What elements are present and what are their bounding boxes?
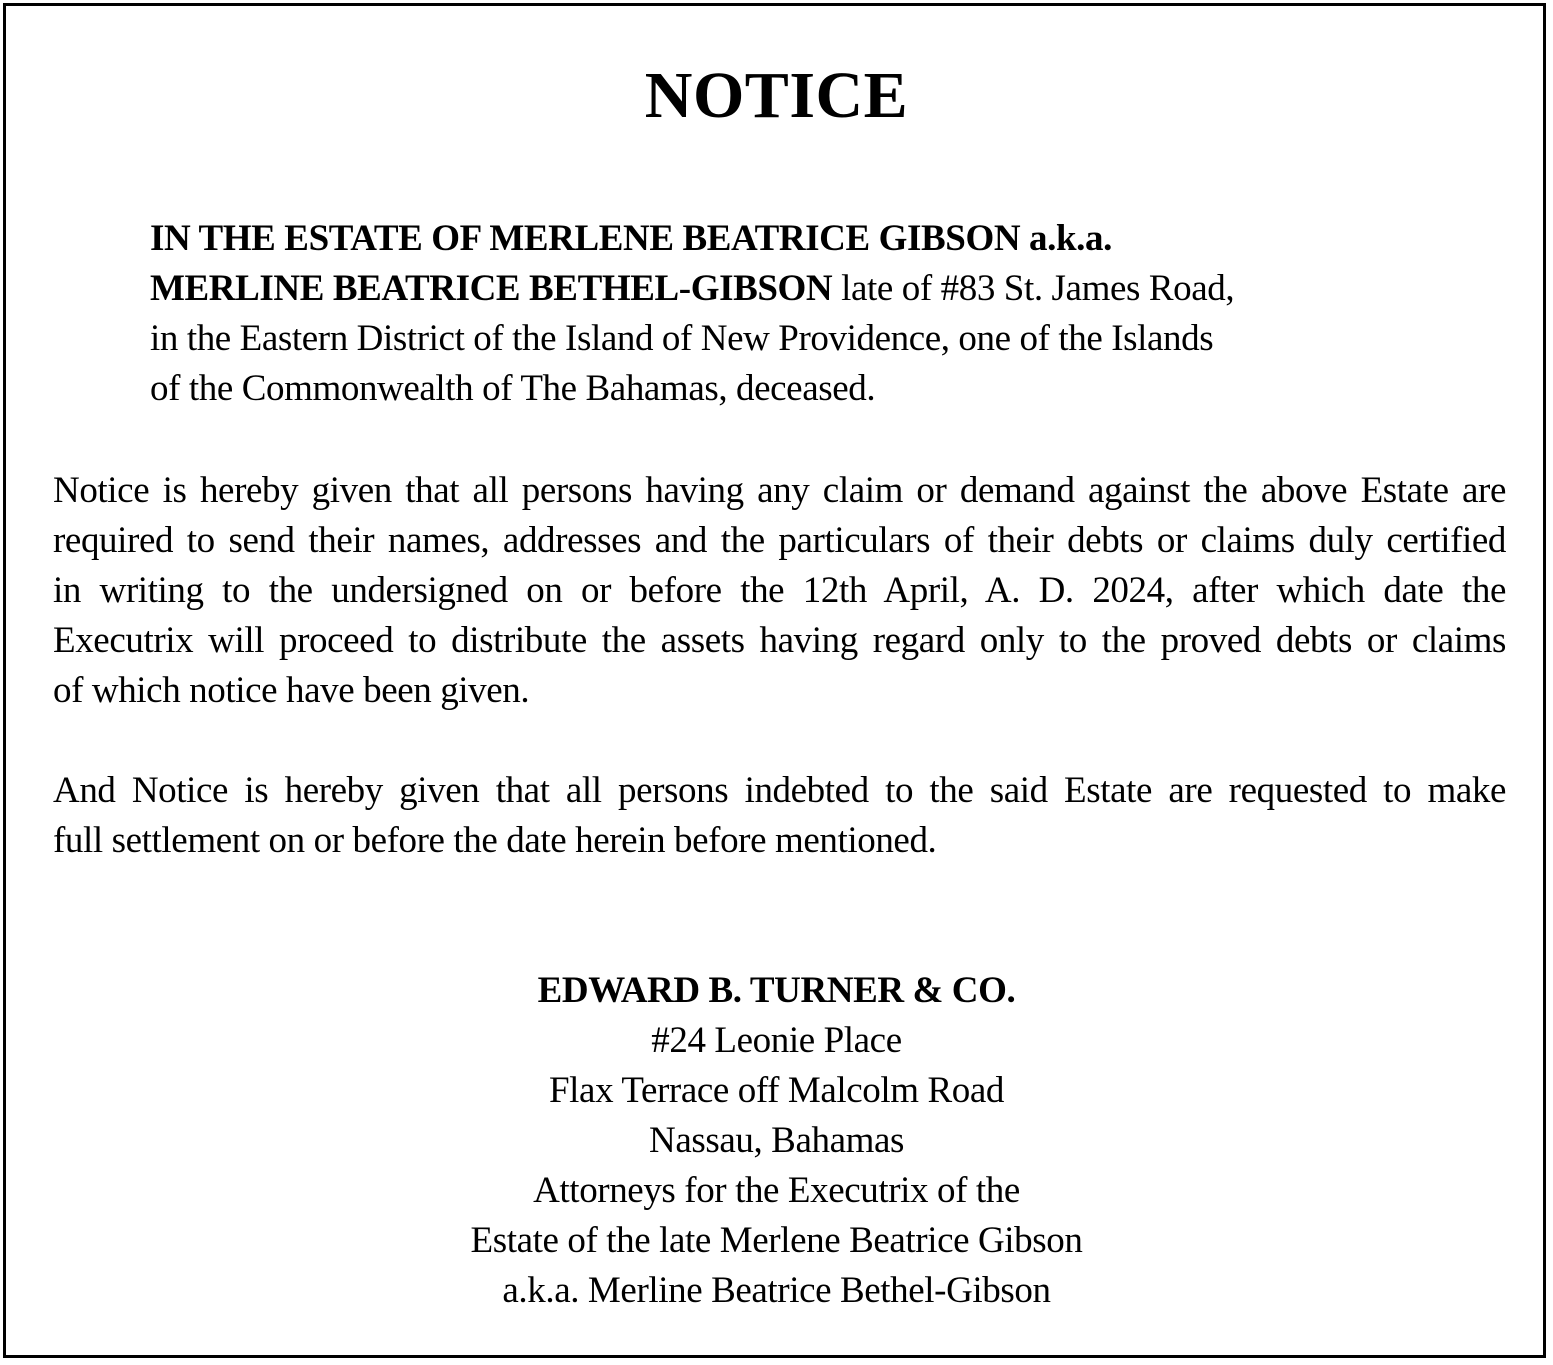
settlement-line: And Notice is hereby given that all persons indebted to the said Estate are requested to make: [53, 770, 1506, 811]
claims-line: in writing to the undersigned on or before the 12th April, A. D. 2024, after which date the: [53, 570, 1506, 611]
estate-line-1: [150, 214, 1350, 264]
firm-address-line: Nassau, Bahamas: [649, 1120, 904, 1161]
estate-line-4: of the Commonwealth of The Bahamas, deceased.: [150, 368, 876, 409]
claims-line: Executrix will proceed to distribute the assets having regard only to the proved debts or claims: [53, 620, 1506, 661]
estate-address: late of #83 St. James Road,: [832, 268, 1235, 309]
firm-address-line: Flax Terrace off Malcolm Road: [548, 1070, 1005, 1111]
settlement-paragraph: [53, 766, 1506, 866]
firm-role-line: a.k.a. Merline Beatrice Bethel-Gibson: [502, 1270, 1051, 1311]
claims-line: of which notice have been given.: [53, 670, 530, 711]
claims-paragraph: [53, 466, 1506, 716]
estate-aka-name-bold: MERLINE BEATRICE BETHEL-GIBSON: [150, 268, 833, 309]
firm-name: EDWARD B. TURNER & CO.: [537, 970, 1016, 1011]
settlement-line: full settlement on or before the date herein before mentioned.: [53, 820, 937, 861]
estate-line-3: in the Eastern District of the Island of New Providence, one of the Islands: [150, 318, 1214, 359]
claims-line: required to send their names, addresses and the particulars of their debts or claims duly certified: [53, 520, 1506, 561]
estate-line-2: [150, 264, 1350, 314]
firm-role-line: Estate of the late Merlene Beatrice Gibson: [470, 1220, 1083, 1261]
firm-address-line: #24 Leonie Place: [651, 1020, 902, 1061]
estate-name-bold: IN THE ESTATE OF MERLENE BEATRICE GIBSON a.k.a.: [150, 218, 1112, 259]
firm-role-line: Attorneys for the Executrix of the: [533, 1170, 1020, 1211]
signature-block: [0, 966, 1553, 1316]
claims-line: Notice is hereby given that all persons having any claim or demand against the above Estate are: [53, 470, 1506, 511]
notice-title: NOTICE: [644, 59, 909, 132]
estate-heading: [150, 214, 1350, 414]
